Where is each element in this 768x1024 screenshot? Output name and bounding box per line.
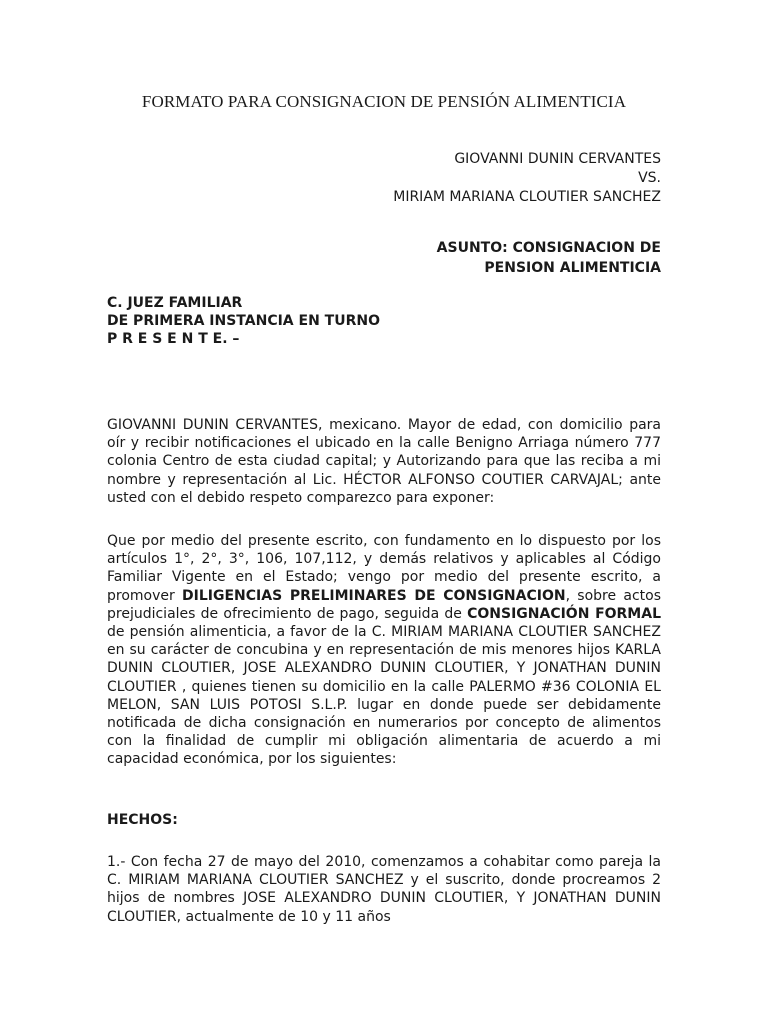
petition-text-3: de pensión alimenticia, a favor de la C. MIRIAM MARIANA CLOUTIER SANCHEZ en su carácter de concubina y en representación de mis menores hijos KARLA DUNIN CLOUTIER, JOSE ALEXANDRO DUNIN CLOUTIER, Y JONATHAN DUNIN CLOUTIER , quienes tienen su domicilio en la calle PALERMO #36 COLONIA EL MELON, SAN LUIS POTOSI S.L.P. lugar en donde puede ser debidamente notificada de dicha consignación en numerarios por concepto de alimentos con la finalidad de cumplir mi obligación alimentaria de acuerdo a mi capacidad económica, por los siguientes: <box>107 624 661 768</box>
petition-text-1: Que por medio del presente escrito, con fundamento en lo dispuesto por los artículos 1°, 2°, 3°, 106, 107,112, y demás relativos y aplicables al Código Familiar Vigente en el Estado; vengo por medio del presente escrito, a promover <box>107 533 661 604</box>
subject-block <box>437 238 661 278</box>
intro-paragraph: GIOVANNI DUNIN CERVANTES, mexicano. Mayor de edad, con domicilio para oír y recibir notificaciones el ubicado en la calle Benigno Arriaga número 777 colonia Centro de esta ciudad capital; y Autorizando para que las reciba a mi nombre y representación al Lic. HÉCTOR ALFONSO COUTIER CARVAJAL; ante usted con el debido respeto comparezco para exponer: <box>107 417 661 506</box>
petition-text-2: , sobre actos prejudiciales de ofrecimiento de pago, seguida de <box>107 587 661 622</box>
versus-label: VS. <box>638 170 661 186</box>
defendant-name: MIRIAM MARIANA CLOUTIER SANCHEZ <box>393 189 661 205</box>
fact-1-paragraph: 1.- Con fecha 27 de mayo del 2010, comenzamos a cohabitar como pareja la C. MIRIAM MARIANA CLOUTIER SANCHEZ y el suscrito, donde procreamos 2 hijos de nombres JOSE ALEXANDRO DUNIN CLOUTIER, Y JONATHAN DUNIN CLOUTIER, actualmente de 10 y 11 años <box>107 854 661 925</box>
addressee-block <box>107 294 380 348</box>
petition-paragraph <box>107 532 661 769</box>
addressee-line-1: C. JUEZ FAMILIAR <box>107 295 243 311</box>
addressee-line-3: P R E S E N T E. – <box>107 331 240 347</box>
subject-line-2: PENSION ALIMENTICIA <box>484 260 661 276</box>
document-title: FORMATO PARA CONSIGNACION DE PENSIÓN ALIMENTICIA <box>141 92 627 111</box>
subject-line-1: ASUNTO: CONSIGNACION DE <box>436 240 661 256</box>
petition-bold-consignacion: CONSIGNACIÓN FORMAL <box>467 605 661 622</box>
parties-block <box>393 150 661 207</box>
plaintiff-name: GIOVANNI DUNIN CERVANTES <box>454 151 661 167</box>
petition-bold-diligencias: DILIGENCIAS PRELIMINARES DE CONSIGNACION <box>182 587 566 604</box>
addressee-line-2: DE PRIMERA INSTANCIA EN TURNO <box>107 313 380 329</box>
facts-heading: HECHOS: <box>107 812 178 828</box>
